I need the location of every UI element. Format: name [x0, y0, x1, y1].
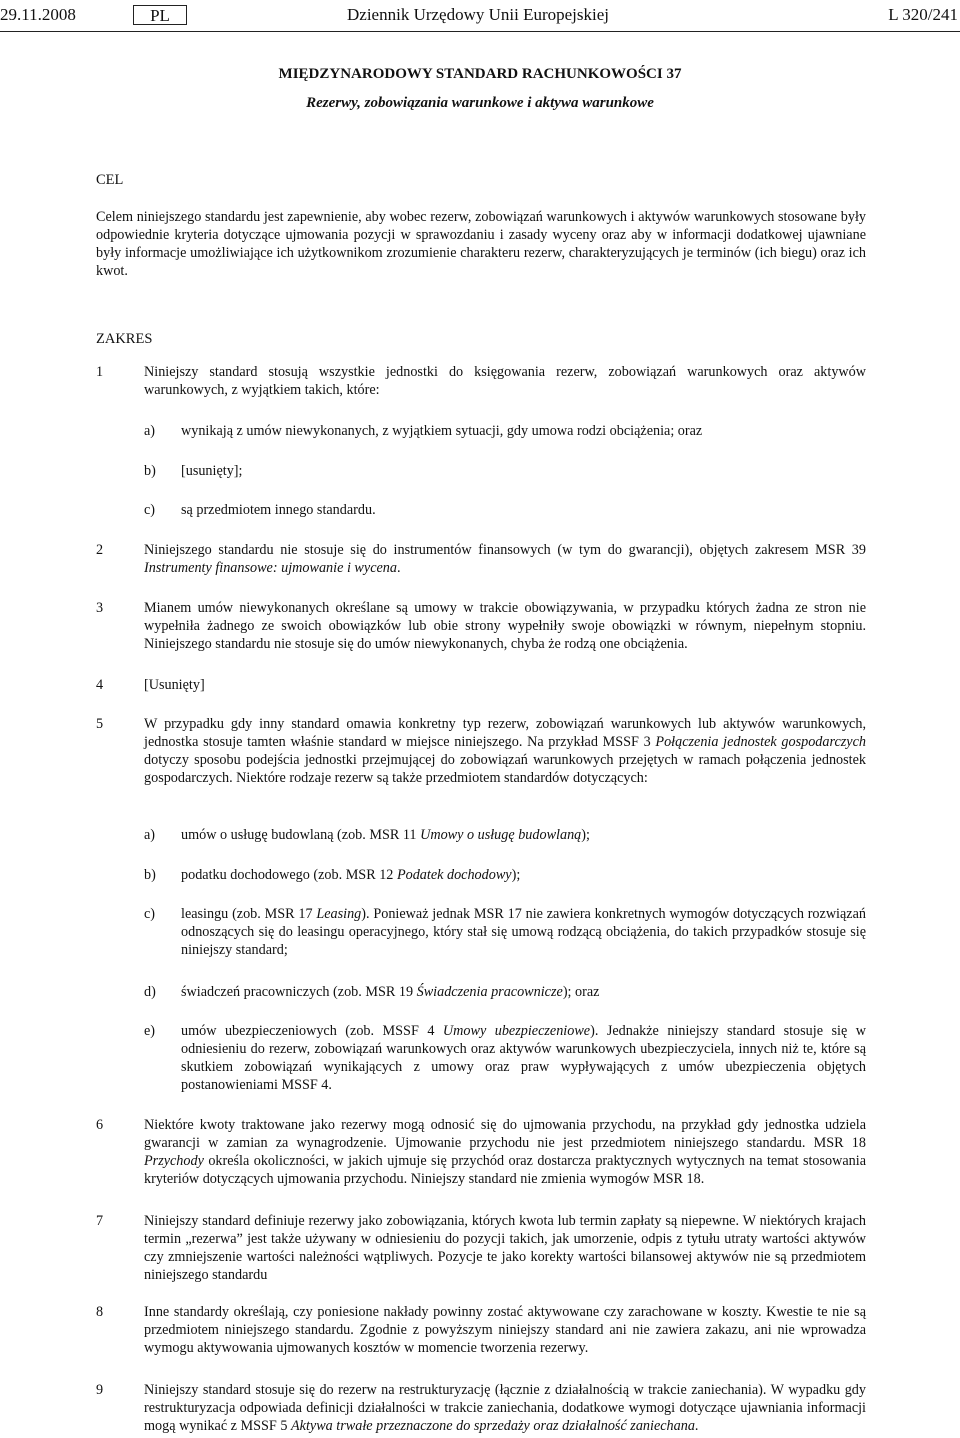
paragraph-number: 4 — [96, 677, 104, 693]
paragraph-1-text: Niniejszy standard stosują wszystkie jednostki do księgowania rezerw, zobowiązań warunkowych oraz aktywów warunkowych, z wyjątkiem takich, które: — [144, 364, 866, 398]
item-label: b) — [144, 463, 156, 479]
paragraph-2-text: Niniejszego standardu nie stosuje się do instrumentów finansowych (w tym do gwarancji), objętych zakresem MSR 39 Instrumenty finansowe: ujmowanie i wycena. — [144, 542, 866, 576]
paragraph-7-text: Niniejszy standard definiuje rezerwy jako zobowiązania, których kwota lub termin zapłaty są niepewne. W niektórych krajach termin „rezerwa” jest także używany w odniesieniu do pozycji takich, jak umorzenie, odpis z tytułu utraty wartości aktywów czy zmniejszenie wartości należności wątpliwych. Pozycje te jako korekty wartości bilansowej aktywów nie są przedmiotem niniejszego standardu — [144, 1213, 866, 1283]
item-label: a) — [144, 423, 156, 439]
list-item: podatku dochodowego (zob. MSR 12 Podatek dochodowy); — [181, 867, 521, 883]
item-label: a) — [144, 827, 156, 843]
language-badge: PL — [133, 5, 187, 25]
list-item: umów o usługę budowlaną (zob. MSR 11 Umowy o usługę budowlaną); — [181, 827, 590, 843]
list-item: wynikają z umów niewykonanych, z wyjątkiem sytuacji, gdy umowa rodzi obciążenia; oraz — [181, 423, 703, 439]
list-item: [usunięty]; — [181, 463, 243, 479]
item-label: b) — [144, 867, 156, 883]
item-label: c) — [144, 906, 156, 922]
paragraph-8-text: Inne standardy określają, czy poniesione nakłady powinny zostać aktywowane czy zarachowane w koszty. Kwestie te nie są przedmiotem niniejszego standardu. Zgodnie z powyższym niniejszy standard ani nie zawiera zakazu, ani nie wprowadza wymogu aktywowania ujmowanych kosztów w momencie tworzenia rezerwy. — [144, 1304, 866, 1356]
section-heading-cel: CEL — [96, 172, 124, 188]
document-subtitle: Rezerwy, zobowiązania warunkowe i aktywa warunkowe — [306, 95, 654, 111]
list-item: leasingu (zob. MSR 17 Leasing). Ponieważ jednak MSR 17 nie zawiera konkretnych wymogów dotyczących rozwiązań odnoszących się do leasingu operacyjnego, który stał się umową rodzącą obciążenia, do takich przypadków stosuje się niniejszy standard; — [181, 906, 866, 958]
item-label: c) — [144, 502, 156, 518]
paragraph-3-text: Mianem umów niewykonanych określane są umowy w trakcie obowiązywania, w przypadku których żadna ze stron nie wypełniła żadnego ze swoich obowiązków lub obie strony wypełniły swoje obowiązki w równym, niepełnym stopniu. Niniejszego standardu nie stosuje się do umów niewykonanych, chyba że rodzą one obciążenia. — [144, 600, 866, 652]
paragraph-number: 7 — [96, 1213, 104, 1229]
paragraph-6-text: Niektóre kwoty traktowane jako rezerwy mogą odnosić się do ujmowania przychodu, na przykład gdy jednostka udziela gwarancji w zamian za wynagrodzenie. Ujmowanie przychodu nie jest przedmiotem niniejszego standardu. MSR 18 Przychody określa okoliczności, w jakich ujmuje się przychód oraz dostarcza praktycznych wytycznych na temat stosowania kryteriów dotyczących ujmowania przychodu. Niniejszy standard nie zmienia wymogów MSR 18. — [144, 1117, 866, 1187]
list-item: świadczeń pracowniczych (zob. MSR 19 Świadczenia pracownicze); oraz — [181, 984, 600, 1000]
paragraph-number: 6 — [96, 1117, 104, 1133]
paragraph-4-text: [Usunięty] — [144, 677, 205, 693]
document-title: MIĘDZYNARODOWY STANDARD RACHUNKOWOŚCI 37 — [278, 66, 682, 82]
section-heading-zakres: ZAKRES — [96, 331, 153, 347]
cel-paragraph: Celem niniejszego standardu jest zapewnienie, aby wobec rezerw, zobowiązań warunkowych i aktywów warunkowych stosowane były odpowiednie kryteria dotyczące ujmowania pozycji w sprawozdaniu i zasady wyceny oraz aby w informacji dodatkowej ujawniane były informacje umożliwiające ich użytkownikom zrozumienie charakteru rezerw, charakteryzujących je terminów (ich biegu) oraz ich kwot. — [96, 209, 866, 279]
publication-date: 29.11.2008 — [0, 5, 76, 24]
item-label: e) — [144, 1023, 156, 1039]
paragraph-number: 1 — [96, 364, 104, 380]
list-item: są przedmiotem innego standardu. — [181, 502, 376, 518]
paragraph-9-text: Niniejszy standard stosuje się do rezerw na restrukturyzację (łącznie z działalnością w trakcie zaniechania). W wypadku gdy restrukturyzacja odpowiada definicji działalności w trakcie zaniechania, dodatkowe wymogi dotyczące ujawniania informacji mogą wynikać z MSSF 5 Aktywa trwałe przeznaczone do sprzedaży oraz działalność zaniechana. — [144, 1382, 866, 1434]
page-reference: L 320/241 — [888, 5, 958, 24]
paragraph-number: 3 — [96, 600, 104, 616]
header-divider — [0, 31, 960, 32]
item-label: d) — [144, 984, 156, 1000]
paragraph-number: 9 — [96, 1382, 104, 1398]
page-header — [0, 5, 960, 25]
paragraph-5-text: W przypadku gdy inny standard omawia konkretny typ rezerw, zobowiązań warunkowych lub aktywów warunkowych, jednostka stosuje tamten właśnie standard w miejsce niniejszego. Na przykład MSSF 3 Połączenia jednostek gospodarczych dotyczy sposobu podejścia jednostki przejmującej do zobowiązań warunkowych przejętych w ramach połączenia jednostek gospodarczych. Niektóre rodzaje rezerw są także przedmiotem standardów dotyczących: — [144, 716, 866, 786]
list-item: umów ubezpieczeniowych (zob. MSSF 4 Umowy ubezpieczeniowe). Jednakże niniejszy standard stosuje się w odniesieniu do rezerw, zobowiązań warunkowych oraz aktywów warunkowych ubezpieczyciela, innych niż te, które są skutkiem zobowiązań wynikających z umowy oraz praw wypływających z umów ubezpieczenia objętych postanowieniami MSSF 4. — [181, 1023, 866, 1093]
paragraph-number: 8 — [96, 1304, 104, 1320]
paragraph-number: 5 — [96, 716, 104, 732]
paragraph-number: 2 — [96, 542, 104, 558]
journal-title: Dziennik Urzędowy Unii Europejskiej — [347, 5, 610, 24]
